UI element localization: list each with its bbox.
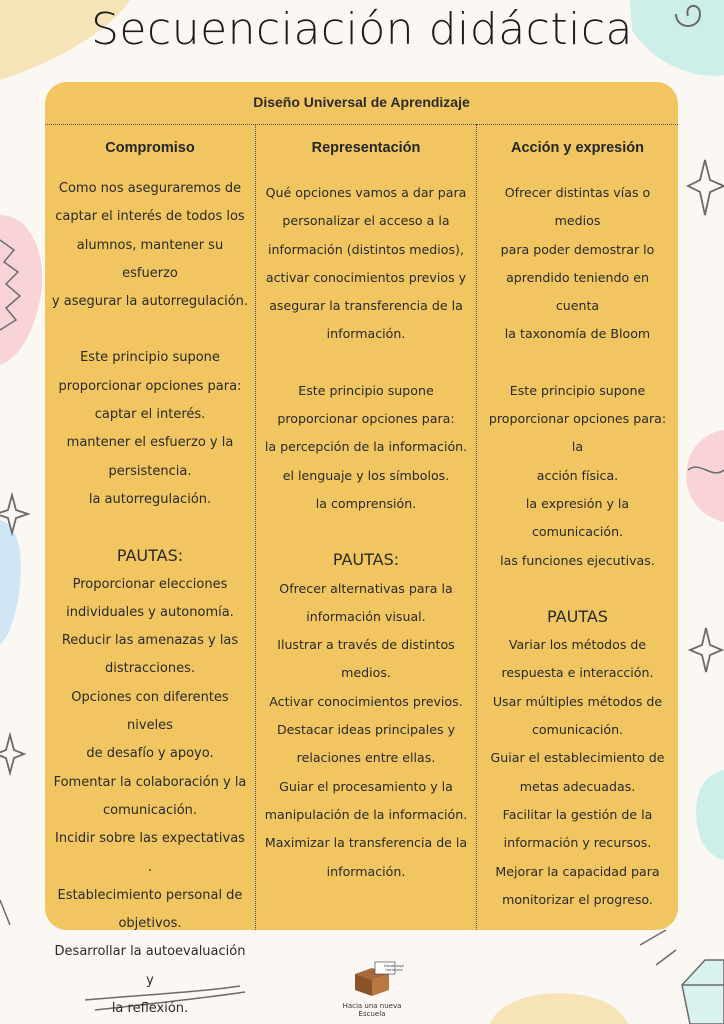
pink-blob-left	[0, 215, 42, 365]
column-heading: Acción y expresión	[511, 140, 644, 156]
text-line: información.	[326, 863, 406, 879]
diamond-icon	[682, 960, 724, 1024]
column-body	[483, 179, 672, 914]
mint-blob-bottom-right	[696, 770, 724, 860]
text-line: la comprensión.	[315, 495, 417, 511]
text-line: Maximizar la transferencia de la	[264, 835, 468, 851]
column-body	[262, 179, 470, 886]
column-accion-expresion	[477, 124, 678, 930]
paragraph-gap	[51, 514, 249, 542]
text-line: proporcionar opciones para:	[58, 378, 242, 394]
page-title: Secuenciación didáctica	[91, 4, 633, 55]
text-line: alumnos, mantener su esfuerzo	[76, 237, 224, 281]
text-line: Ofrecer distintas vías o medios	[504, 185, 651, 229]
text-line: Mejorar la capacidad para	[495, 863, 660, 879]
text-line: el lenguaje y los símbolos.	[282, 467, 450, 483]
text-line: de desafío y apoyo.	[86, 746, 214, 762]
yellow-blob-bottom	[490, 993, 628, 1024]
column-heading: Representación	[311, 140, 421, 156]
text-line: comunicación.	[102, 802, 198, 818]
paragraph-gap	[262, 518, 470, 546]
text-line: individuales y autonomía.	[66, 604, 234, 620]
school-logo	[337, 962, 407, 1018]
text-line: metas adecuadas.	[519, 778, 636, 794]
text-line: distracciones.	[104, 661, 196, 677]
line-accent-bottom-right	[640, 930, 676, 965]
column-representacion	[255, 124, 477, 930]
card-title: Diseño Universal de Aprendizaje	[45, 82, 678, 125]
text-line: proporcionar opciones para: la	[488, 411, 667, 455]
pautas-heading: PAUTAS:	[116, 546, 184, 566]
text-line: Variar los métodos de	[508, 637, 647, 653]
text-line: Establecimiento personal de	[57, 887, 243, 903]
paragraph-gap	[483, 575, 672, 603]
text-line: persistencia.	[108, 463, 192, 479]
text-line: Qué opciones vamos a dar para	[265, 185, 467, 200]
text-line: Guiar el establecimiento de	[490, 750, 665, 766]
text-line: la percepción de la información.	[264, 439, 468, 455]
paragraph-gap	[262, 349, 470, 377]
text-line: captar el interés.	[94, 407, 206, 423]
paragraph-gap	[51, 316, 249, 344]
text-line: manipulación de la información.	[264, 806, 468, 822]
text-line: Facilitar la gestión de la	[502, 806, 653, 822]
text-line: Fomentar la colaboración y la	[53, 774, 247, 790]
sparkle-icon-left-bottom	[0, 735, 24, 773]
text-line: captar el interés de todos los	[55, 209, 245, 225]
text-line: Ilustrar a través de distintos	[277, 637, 455, 653]
text-line: información.	[326, 326, 406, 342]
paragraph-gap	[483, 349, 672, 377]
text-line: respuesta e interacción.	[501, 665, 654, 681]
text-line: Opciones con diferentes niveles	[71, 689, 229, 734]
text-line: Como nos aseguraremos de	[58, 181, 242, 196]
sparkle-icon-right-top	[688, 160, 724, 215]
text-line: Guiar el procesamiento y la	[279, 778, 453, 794]
text-line: monitorizar el progreso.	[502, 891, 653, 907]
text-line: Este principio supone	[298, 382, 434, 398]
column-compromiso	[45, 124, 255, 1017]
text-line: Este principio supone	[509, 382, 646, 398]
text-line: la expresión y la comunicación.	[525, 495, 630, 540]
text-line: Incidir sobre las expectativas .	[55, 831, 245, 875]
text-line: aprendido teniendo en cuenta	[506, 269, 649, 314]
text-line: Usar múltiples métodos de	[492, 693, 663, 709]
text-line: Activar conocimientos previos.	[269, 693, 463, 709]
text-line: información (distintos medios),	[268, 241, 464, 257]
text-line: relaciones entre ellas.	[296, 750, 436, 766]
column-heading: Compromiso	[105, 140, 195, 156]
text-line: acción física.	[536, 467, 619, 483]
text-line: Reducir las amenazas y las	[61, 633, 239, 649]
text-line: la autorregulación.	[88, 491, 212, 507]
logo-text-line1: Hacia una nueva	[342, 1002, 402, 1010]
text-line: para poder demostrar lo	[500, 241, 655, 257]
text-line: activar conocimientos previos y	[265, 269, 467, 285]
text-line: las funciones ejecutivas.	[500, 552, 655, 568]
text-line: asegurar la transferencia de la	[269, 298, 463, 314]
pautas-heading: PAUTAS:	[332, 550, 400, 570]
text-line: información visual.	[306, 608, 426, 624]
blue-blob-left	[0, 520, 21, 645]
pink-blob-right	[686, 430, 724, 522]
pen-stroke-left	[0, 900, 10, 925]
text-line: Proporcionar elecciones	[72, 576, 228, 592]
column-body	[51, 175, 249, 1023]
text-line: personalizar el acceso a la	[282, 213, 450, 229]
sparkle-icon-right-bottom	[690, 628, 722, 672]
text-line: información y recursos.	[503, 835, 652, 851]
pautas-heading: PAUTAS	[547, 606, 608, 626]
text-line: la taxonomía de Bloom	[504, 326, 651, 342]
text-line: Desarrollar la autoevaluación y	[54, 944, 246, 988]
logo-box-text: Desde aquí hacia una	[384, 964, 404, 972]
text-line: Este principio supone	[80, 350, 220, 366]
text-line: y asegurar la autorregulación.	[51, 294, 249, 310]
text-line: proporcionar opciones para:	[277, 411, 455, 427]
text-line: comunicación.	[531, 722, 624, 738]
text-line: Ofrecer alternativas para la	[279, 580, 453, 596]
logo-text-line2: Escuela	[358, 1010, 386, 1018]
text-line: medios.	[341, 665, 391, 681]
text-line: mantener el esfuerzo y la	[66, 435, 234, 451]
text-line: la reflexión.	[111, 1001, 189, 1017]
text-line: Destacar ideas principales y	[276, 722, 456, 738]
text-line: objetivos.	[118, 916, 182, 932]
